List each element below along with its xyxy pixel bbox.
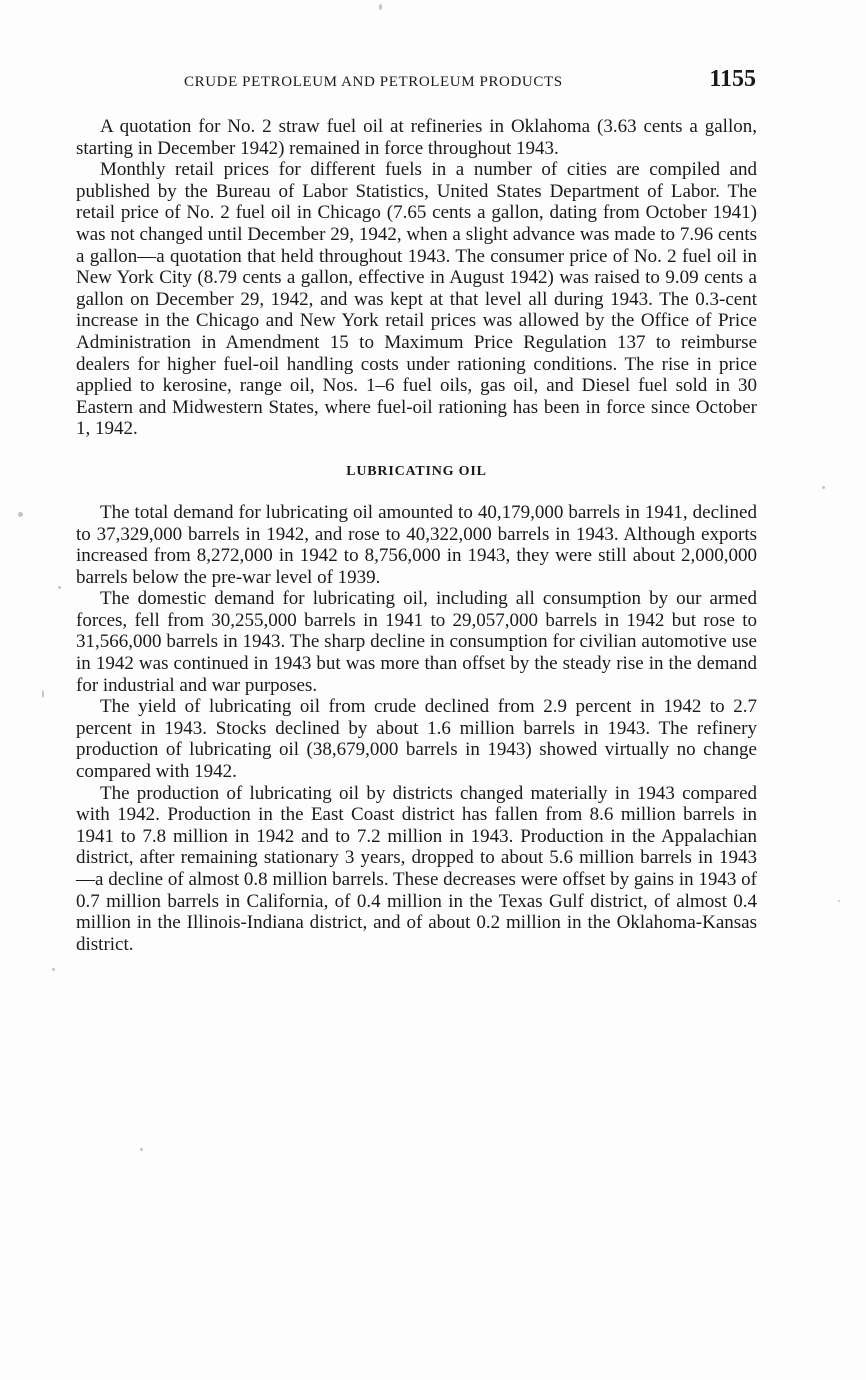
paragraph-total-demand: The total demand for lubricating oil amounted to 40,179,000 barrels in 1941, declined to 37,329,000 barrels in 1942, and rose to 40,322,000 barrels in 1943. Although exports increased from 8,272,000 in 1942 to 8,756,000 in 1943, they were still about 2,000,000 barrels below the pre-war level of 1939. [76,501,757,588]
scan-speckle [140,1148,143,1151]
scan-speckle [822,486,825,489]
paragraph-yield: The yield of lubricating oil from crude declined from 2.9 percent in 1942 to 2.7 percent in 1943. Stocks declined by about 1.6 million barrels in 1943. The refinery production of lubricating oil (38,679,000 barrels in 1943) showed virtually no change compared with 1942. [76,696,757,783]
scan-speckle [58,586,61,589]
scan-speckle [18,512,23,517]
page-number: 1155 [709,66,756,92]
paragraph-production-by-district: The production of lubricating oil by districts changed materially in 1943 compared with 1942. Production in the East Coast district has fallen from 8.6 million barrels in 1941 to 7.8 million in 1942 and to 7.2 million in 1943. Production in the Appalachian district, after remaining stationary 3 years, dropped to about 5.6 million barrels in 1943—a decline of almost 0.8 million barrels. These decreases were offset by gains in 1943 of 0.7 million barrels in California, of 0.4 million in the Texas Gulf district, of almost 0.4 million in the Illinois-Indiana district, and of about 0.2 million in the Oklahoma-Kansas district. [76,782,757,955]
scan-speckle [838,900,840,902]
paragraph-retail-prices: Monthly retail prices for different fuels in a number of cities are compiled and published by the Bureau of Labor Statistics, United States Department of Labor. The retail price of No. 2 fuel oil in Chicago (7.65 cents a gallon, dating from October 1941) was not changed until December 29, 1942, when a slight advance was made to 7.96 cents a gallon—a quotation that held throughout 1943. The consumer price of No. 2 fuel oil in New York City (8.79 cents a gallon, effective in August 1942) was raised to 9.09 cents a gallon on December 29, 1942, and was kept at that level all during 1943. The 0.3-cent increase in the Chicago and New York retail prices was allowed by the Office of Price Administration in Amendment 15 to Maximum Price Regulation 137 to reimburse dealers for higher fuel-oil handling costs under rationing conditions. The rise in price applied to kerosine, range oil, Nos. 1–6 fuel oils, gas oil, and Diesel fuel sold in 30 Eastern and Midwestern States, where fuel-oil rationing has been in force since October 1, 1942. [76,159,757,440]
running-title: CRUDE PETROLEUM AND PETROLEUM PRODUCTS [184,74,563,90]
scan-speckle [52,968,55,971]
scan-speckle [379,4,382,10]
section-heading: LUBRICATING OIL [346,463,487,479]
paragraph-straw-fuel-oil: A quotation for No. 2 straw fuel oil at refineries in Oklahoma (3.63 cents a gallon, starting in December 1942) remained in force throughout 1943. [76,116,757,159]
paragraph-domestic-demand: The domestic demand for lubricating oil, including all consumption by our armed forces, fell from 30,255,000 barrels in 1941 to 29,057,000 barrels in 1942 but rose to 31,566,000 barrels in 1943. The sharp decline in consumption for civilian automotive use in 1942 was continued in 1943 but was more than offset by the steady rise in the demand for industrial and war purposes. [76,588,757,696]
body-text [76,116,757,955]
page-header [76,66,756,96]
scan-speckle [42,690,44,698]
